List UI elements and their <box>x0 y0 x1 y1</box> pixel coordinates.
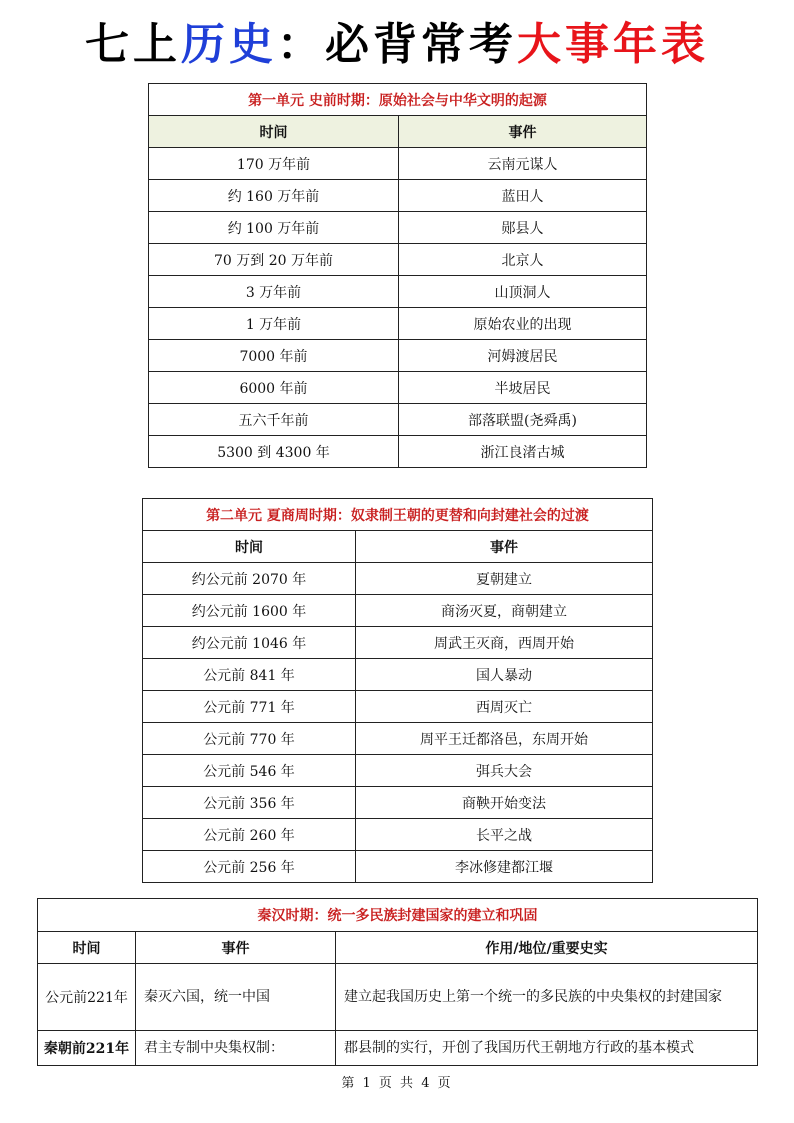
cell-event: 商汤灭夏，商朝建立 <box>356 595 653 627</box>
cell-time: 7000 年前 <box>149 340 399 372</box>
unit3-caption: 秦汉时期：统一多民族封建国家的建立和巩固 <box>38 899 758 932</box>
title-part-4: 大事年表 <box>517 19 709 70</box>
cell-time: 公元前 771 年 <box>143 691 356 723</box>
unit1-header-event: 事件 <box>399 116 647 148</box>
cell-significance: 建立起我国历史上第一个统一的多民族的中央集权的封建国家 <box>336 964 758 1031</box>
cell-event: 北京人 <box>399 244 647 276</box>
cell-event: 山顶洞人 <box>399 276 647 308</box>
table-row <box>143 659 653 691</box>
cell-event: 郧县人 <box>399 212 647 244</box>
table-row <box>149 148 647 180</box>
title-part-1: 七上 <box>85 19 181 70</box>
unit1-header-time: 时间 <box>149 116 399 148</box>
cell-time: 公元前 841 年 <box>143 659 356 691</box>
unit3-table <box>37 898 758 1066</box>
page-title <box>0 12 794 78</box>
cell-event: 浙江良渚古城 <box>399 436 647 468</box>
cell-time: 公元前 256 年 <box>143 851 356 883</box>
unit2-header-time: 时间 <box>143 531 356 563</box>
cell-event: 蓝田人 <box>399 180 647 212</box>
cell-event: 周武王灭商，西周开始 <box>356 627 653 659</box>
table-row <box>143 787 653 819</box>
unit3-header-time: 时间 <box>38 932 136 964</box>
cell-event: 秦灭六国，统一中国 <box>136 964 336 1031</box>
cell-event: 长平之战 <box>356 819 653 851</box>
cell-event: 弭兵大会 <box>356 755 653 787</box>
table-row <box>143 627 653 659</box>
cell-time: 170 万年前 <box>149 148 399 180</box>
table-row <box>149 372 647 404</box>
unit1-table <box>148 83 647 468</box>
cell-event: 云南元谋人 <box>399 148 647 180</box>
cell-time: 约 100 万年前 <box>149 212 399 244</box>
unit2-header-event: 事件 <box>356 531 653 563</box>
cell-event: 半坡居民 <box>399 372 647 404</box>
unit2-caption: 第二单元 夏商周时期：奴隶制王朝的更替和向封建社会的过渡 <box>143 499 653 531</box>
table-row <box>149 276 647 308</box>
cell-time: 约公元前 1046 年 <box>143 627 356 659</box>
unit3-header-significance: 作用/地位/重要史实 <box>336 932 758 964</box>
table-row <box>38 964 758 1031</box>
cell-time: 约 160 万年前 <box>149 180 399 212</box>
cell-time: 公元前 260 年 <box>143 819 356 851</box>
table-row <box>143 723 653 755</box>
cell-event: 西周灭亡 <box>356 691 653 723</box>
cell-time: 公元前221年 <box>38 964 136 1031</box>
cell-event: 李冰修建都江堰 <box>356 851 653 883</box>
table-row <box>149 212 647 244</box>
cell-time: 公元前 770 年 <box>143 723 356 755</box>
cell-time: 1 万年前 <box>149 308 399 340</box>
cell-time: 约公元前 2070 年 <box>143 563 356 595</box>
table-row <box>143 755 653 787</box>
table-row <box>143 595 653 627</box>
title-part-2: 历史 <box>181 19 277 70</box>
table-row <box>149 308 647 340</box>
table-row <box>143 563 653 595</box>
cell-event: 周平王迁都洛邑，东周开始 <box>356 723 653 755</box>
title-part-3: ：必背常考 <box>277 19 517 70</box>
page-footer: 第 1 页 共 4 页 <box>341 1076 453 1091</box>
cell-event: 原始农业的出现 <box>399 308 647 340</box>
cell-event: 夏朝建立 <box>356 563 653 595</box>
cell-event: 君主专制中央集权制： <box>136 1031 336 1066</box>
cell-time: 公元前 356 年 <box>143 787 356 819</box>
cell-time: 五六千年前 <box>149 404 399 436</box>
unit3-header-event: 事件 <box>136 932 336 964</box>
cell-event: 河姆渡居民 <box>399 340 647 372</box>
table-row <box>149 436 647 468</box>
cell-time: 公元前 546 年 <box>143 755 356 787</box>
table-row <box>38 1031 758 1066</box>
cell-time: 70 万到 20 万年前 <box>149 244 399 276</box>
table-row <box>149 180 647 212</box>
cell-time: 约公元前 1600 年 <box>143 595 356 627</box>
table-row <box>143 691 653 723</box>
cell-significance: 郡县制的实行，开创了我国历代王朝地方行政的基本模式 <box>336 1031 758 1066</box>
cell-time: 5300 到 4300 年 <box>149 436 399 468</box>
table-row <box>149 404 647 436</box>
unit1-caption: 第一单元 史前时期：原始社会与中华文明的起源 <box>149 84 647 116</box>
cell-time: 秦朝前221年 <box>38 1031 136 1066</box>
table-row <box>143 819 653 851</box>
cell-event: 部落联盟(尧舜禹) <box>399 404 647 436</box>
table-row <box>149 244 647 276</box>
cell-time: 6000 年前 <box>149 372 399 404</box>
table-row <box>149 340 647 372</box>
cell-event: 商鞅开始变法 <box>356 787 653 819</box>
cell-time: 3 万年前 <box>149 276 399 308</box>
table-row <box>143 851 653 883</box>
unit2-table <box>142 498 653 883</box>
cell-event: 国人暴动 <box>356 659 653 691</box>
